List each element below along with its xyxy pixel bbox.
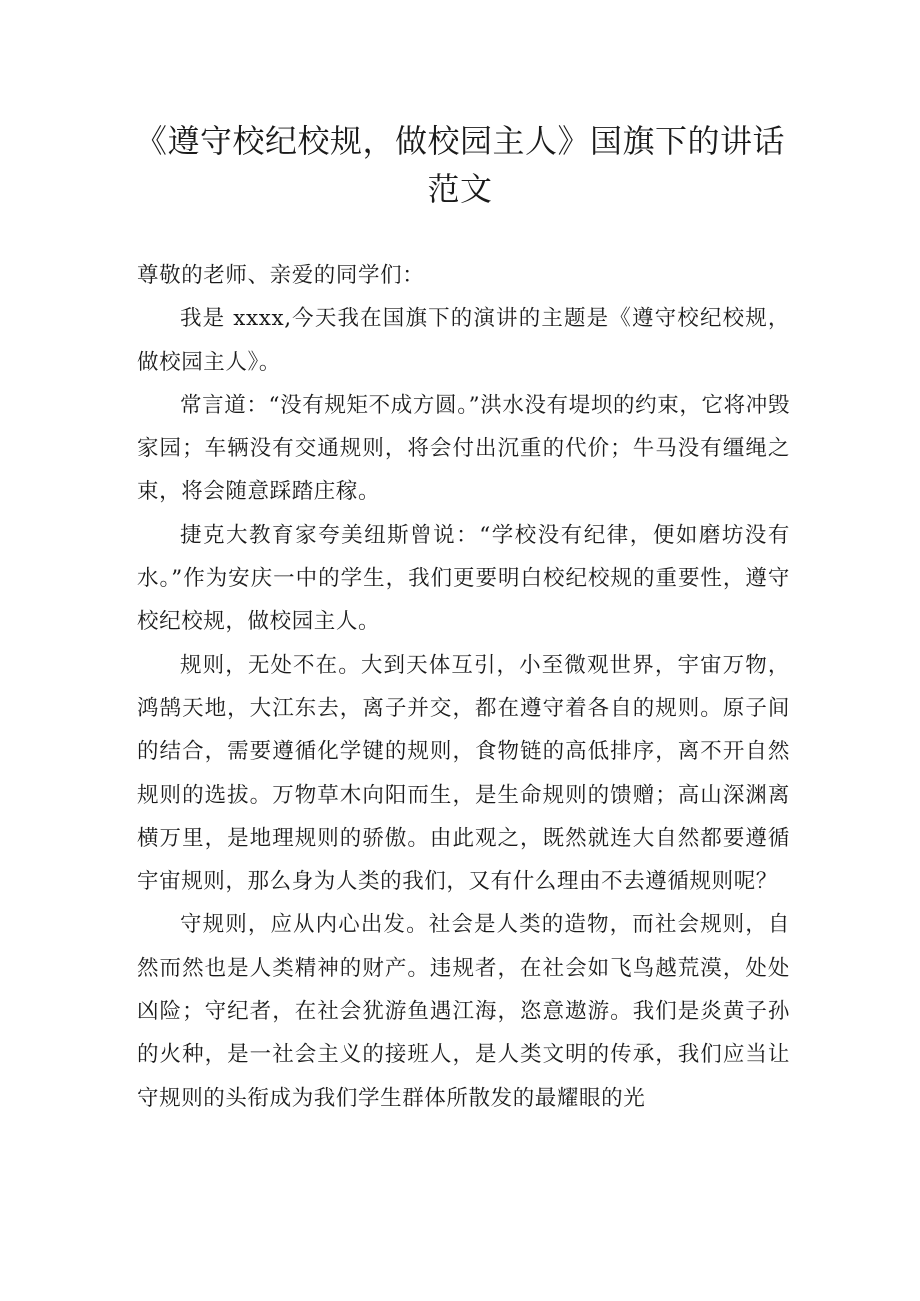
paragraph: 捷克大教育家夸美纽斯曾说：“学校没有纪律，便如磨坊没有水。”作为安庆一中的学生，我们更要明白校纪校规的重要性，遵守校纪校规，做校园主人。	[137, 522, 790, 635]
paragraph: 守规则，应从内心出发。社会是人类的造物，而社会规则，自然而然也是人类精神的财产。违规者，在社会如飞鸟越荒漠，处处凶险；守纪者，在社会犹游鱼遇江海，恣意遨游。我们是炎黄子孙的火种，是一社会主义的接班人，是人类文明的传承，我们应当让守规则的头衔成为我们学生群体所散发的最耀眼的光	[137, 912, 790, 1111]
paragraph: 常言道：“没有规矩不成方圆。”洪水没有堤坝的约束，它将冲毁家园；车辆没有交通规则，将会付出沉重的代价；牛马没有缰绳之束，将会随意踩踏庄稼。	[137, 392, 790, 505]
document-title: 《遵守校纪校规，做校园主人》国旗下的讲话范文	[134, 122, 785, 208]
document-body	[137, 254, 790, 1120]
salutation: 尊敬的老师、亲爱的同学们：	[137, 263, 425, 288]
paragraph: 规则，无处不在。大到天体互引，小至微观世界，宇宙万物，鸿鹄天地，大江东去，离子并交，都在遵守着各自的规则。原子间的结合，需要遵循化学键的规则，食物链的高低排序，离不开自然规则的选拔。万物草木向阳而生，是生命规则的馈赠；高山深渊离横万里，是地理规则的骄傲。由此观之，既然就连大自然都要遵循宇宙规则，那么身为人类的我们，又有什么理由不去遵循规则呢？	[137, 652, 790, 895]
paragraph: 我是 xxxx,今天我在国旗下的演讲的主题是《遵守校纪校规，做校园主人》。	[137, 306, 790, 375]
